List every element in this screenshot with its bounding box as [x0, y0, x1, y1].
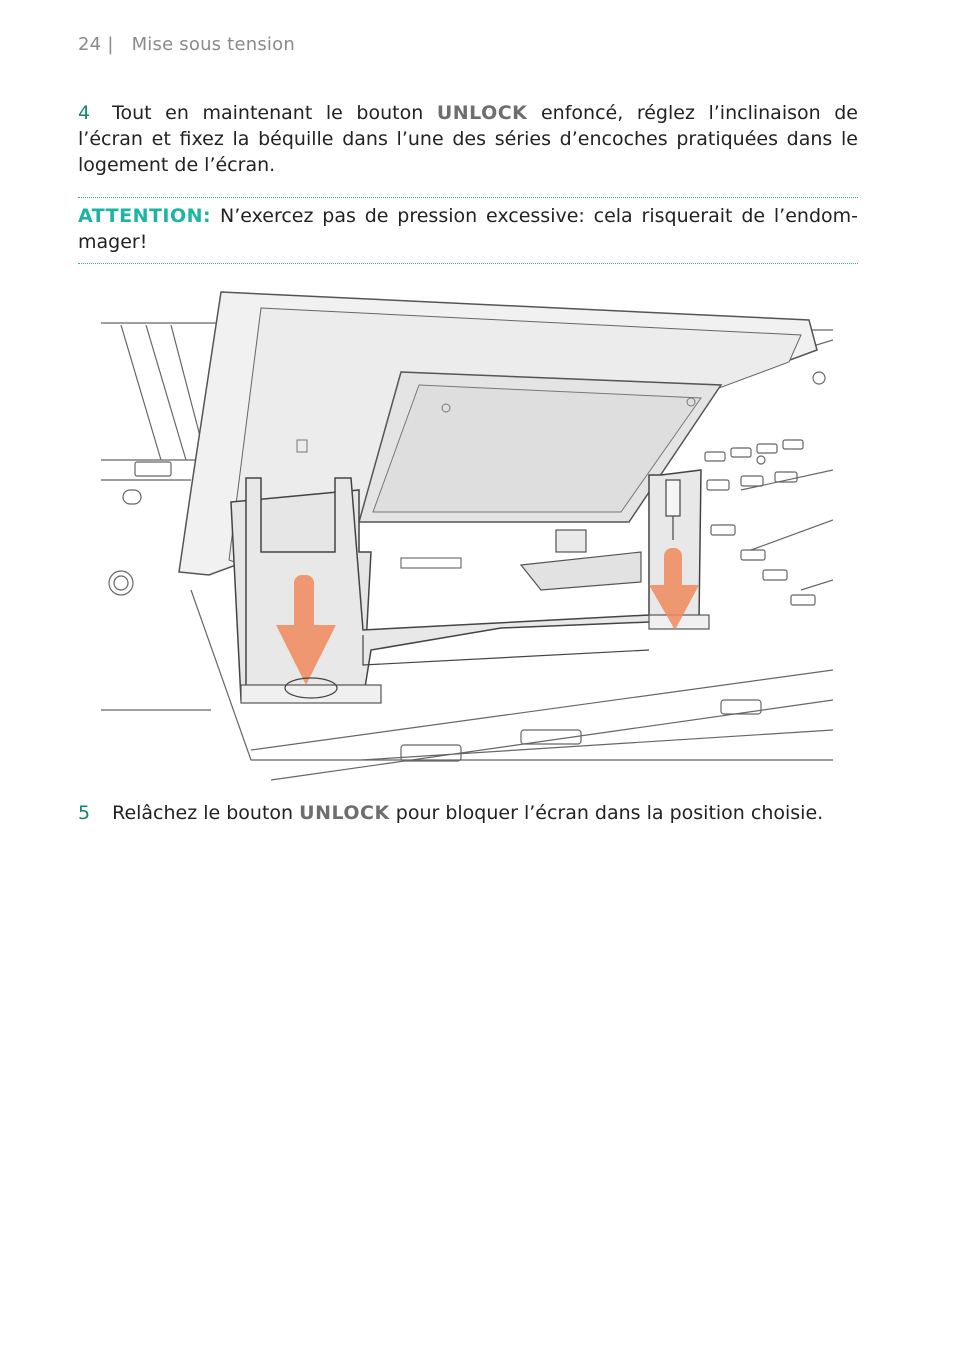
- step-text: Relâchez le bouton: [112, 802, 300, 824]
- attention-label: ATTENTION:: [78, 205, 212, 227]
- attention-text: N’exercez pas de pression excessive: cela risquerait de l’endommager!: [78, 205, 858, 253]
- step-text: enfoncé, réglez l’inclinaison de l’écran et fixez la béquille dans l’une des séries d’encoches pratiquées dans le logement de l’écran.: [78, 102, 858, 176]
- header-separator: |: [107, 34, 114, 55]
- step-text: Tout en maintenant le bouton: [112, 102, 437, 124]
- step-number: 4: [78, 102, 91, 124]
- attention-note: [78, 197, 858, 264]
- unlock-keyword: UNLOCK: [436, 102, 528, 124]
- page-header: [78, 34, 295, 55]
- step-number: 5: [78, 802, 91, 824]
- page-number: 24: [78, 34, 102, 55]
- step-4: [78, 100, 858, 178]
- section-title: Mise sous tension: [131, 34, 295, 55]
- display-tilt-illustration: [101, 290, 833, 782]
- unlock-keyword: UNLOCK: [299, 802, 390, 824]
- step-5: [78, 800, 858, 826]
- step-text: pour bloquer l’écran dans la position choisie.: [389, 802, 824, 824]
